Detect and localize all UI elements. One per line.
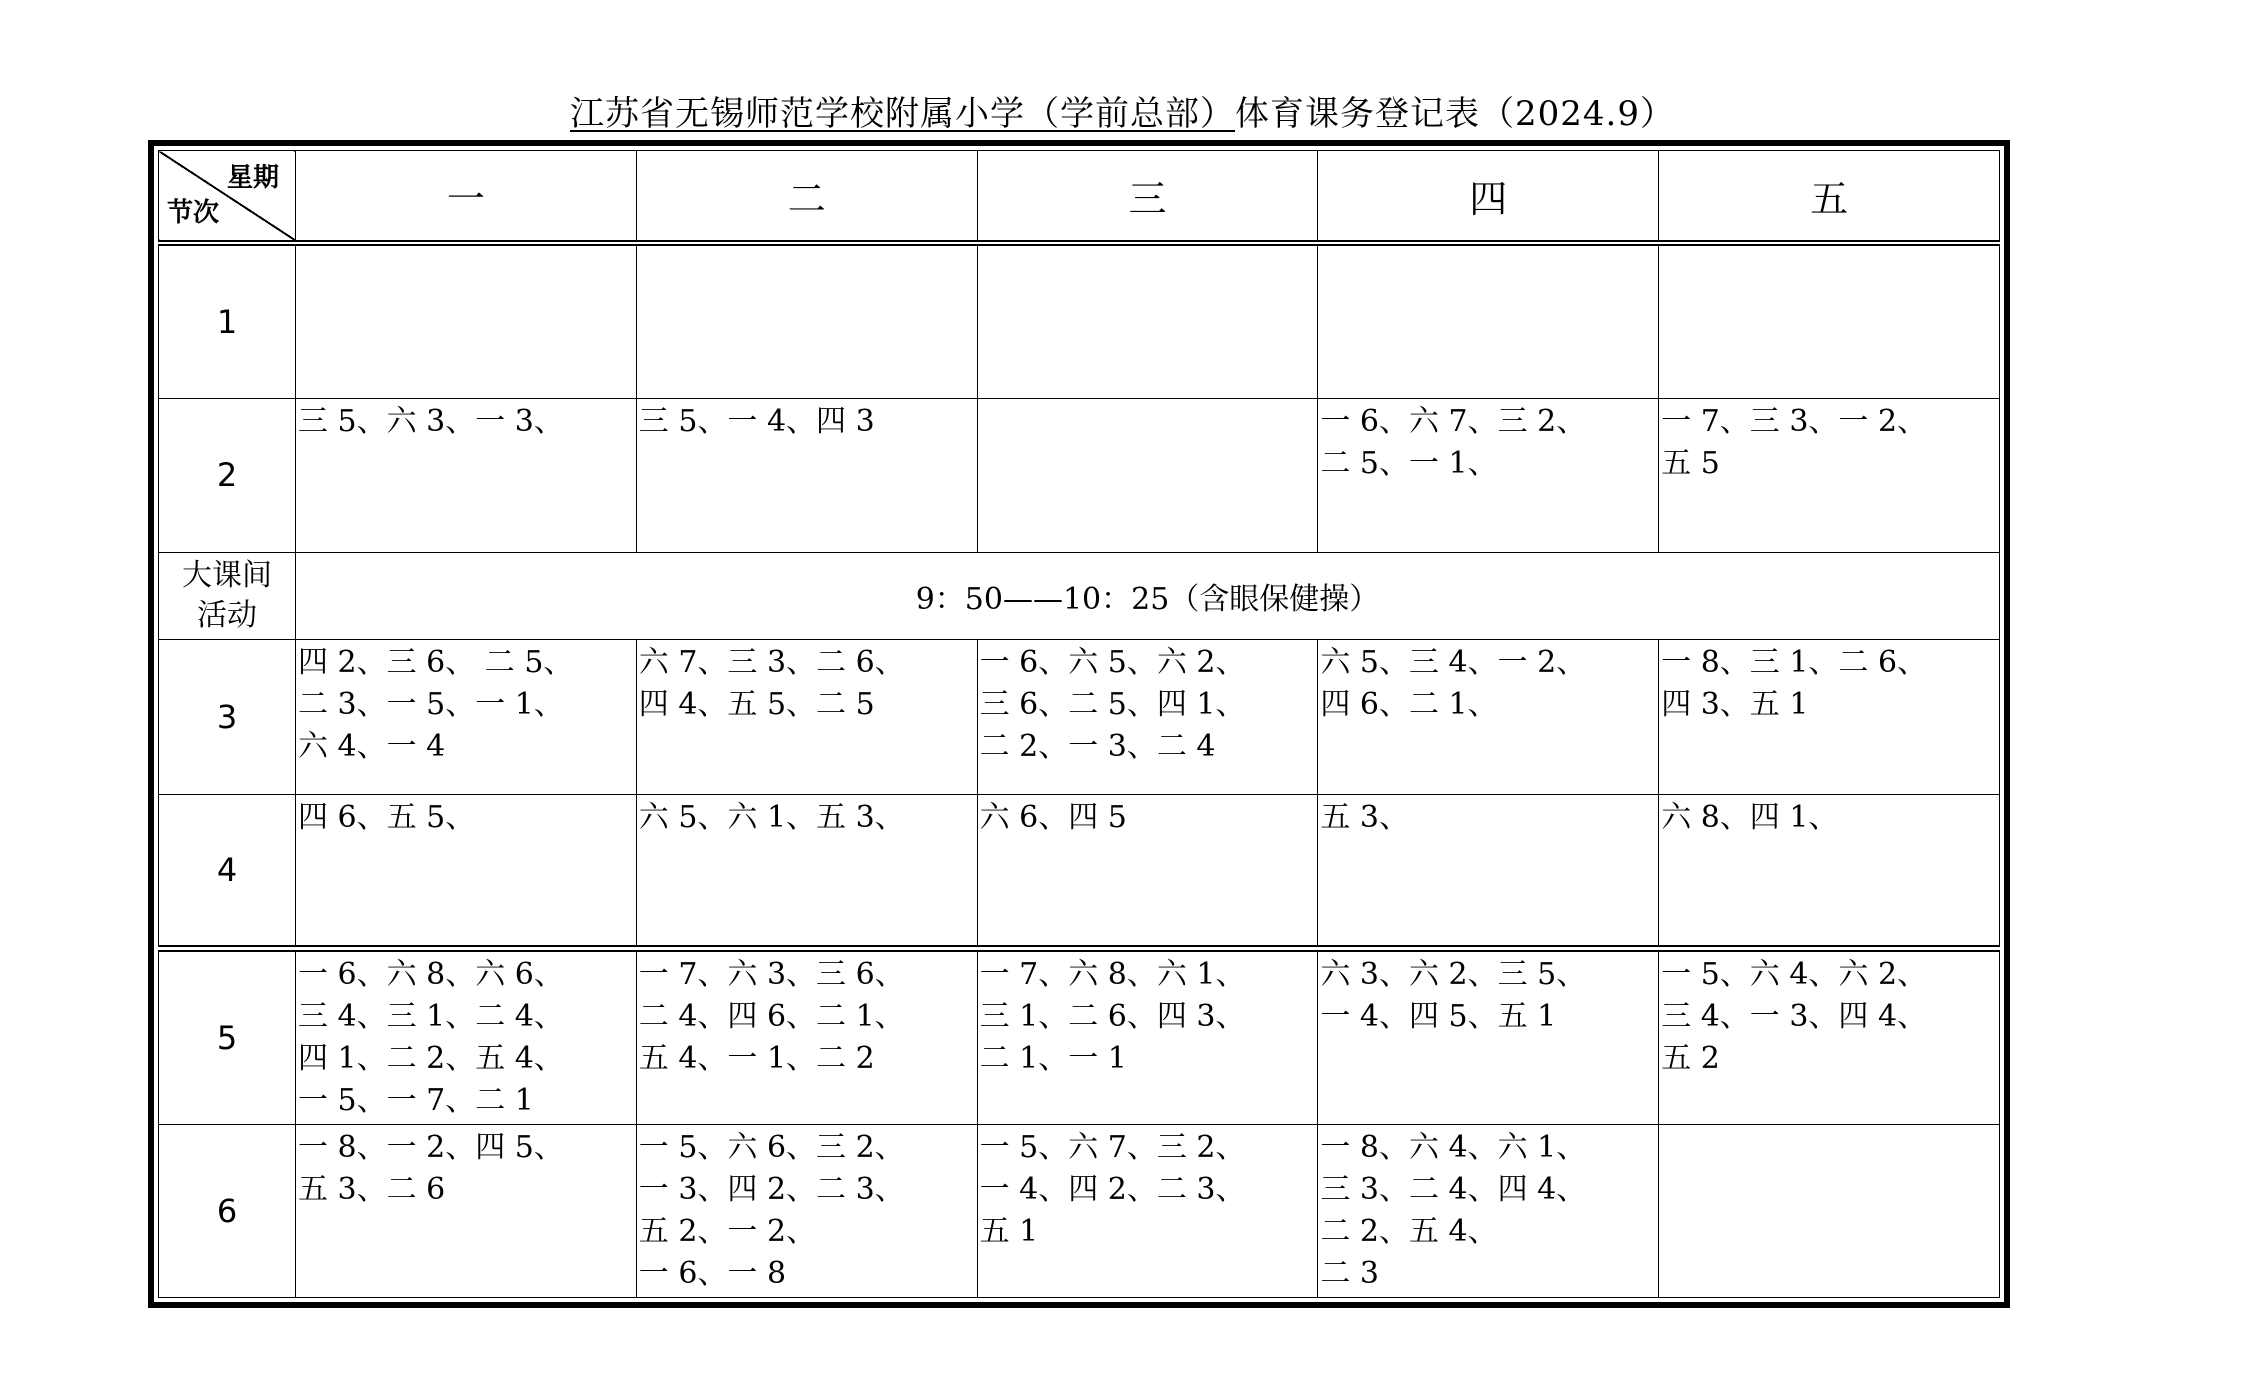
period-label: 4 (159, 794, 296, 949)
schedule-cell: 一 6、六 5、六 2、 三 6、二 5、四 1、 二 2、一 3、二 4 (977, 640, 1318, 795)
schedule-cell: 三 5、一 4、四 3 (636, 398, 977, 553)
period-label: 6 (159, 1125, 296, 1298)
schedule-cell: 一 8、一 2、四 5、 五 3、二 6 (296, 1125, 637, 1298)
break-time: 9：50——10：25（含眼保健操） (296, 553, 2000, 640)
period-row-5 (159, 949, 2000, 1125)
break-label-line1: 大课间 (182, 558, 272, 594)
corner-weekday-label: 星期 (226, 163, 279, 193)
schedule-cell: 一 5、六 7、三 2、 一 4、四 2、二 3、 五 1 (977, 1125, 1318, 1298)
schedule-frame (148, 140, 2010, 1308)
schedule-cell: 一 8、三 1、二 6、 四 3、五 1 (1659, 640, 2000, 795)
schedule-cell: 四 2、三 6、 二 5、 二 3、一 5、一 1、 六 4、一 4 (296, 640, 637, 795)
schedule-cell: 一 8、六 4、六 1、 三 3、二 4、四 4、 二 2、五 4、 二 3 (1318, 1125, 1659, 1298)
schedule-cell: 四 6、五 5、 (296, 794, 637, 949)
corner-period-label: 节次 (167, 198, 220, 229)
schedule-cell: 六 3、六 2、三 5、 一 4、四 5、五 1 (1318, 949, 1659, 1125)
day-header-3: 三 (977, 151, 1318, 244)
schedule-cell: 六 5、三 4、一 2、 四 6、二 1、 (1318, 640, 1659, 795)
period-row-3 (159, 640, 2000, 795)
schedule-cell (1659, 243, 2000, 398)
day-header-5: 五 (1659, 151, 2000, 244)
period-label: 2 (159, 398, 296, 553)
period-label: 5 (159, 949, 296, 1125)
period-label: 1 (159, 243, 296, 398)
day-header-2: 二 (636, 151, 977, 244)
break-row (159, 553, 2000, 640)
period-row-4 (159, 794, 2000, 949)
schedule-cell: 六 6、四 5 (977, 794, 1318, 949)
schedule-cell: 一 6、六 8、六 6、 三 4、三 1、二 4、 四 1、二 2、五 4、 一 5、一 7、二 1 (296, 949, 637, 1125)
period-label: 3 (159, 640, 296, 795)
schedule-cell (977, 398, 1318, 553)
break-label (159, 553, 296, 640)
schedule-cell: 一 7、六 8、六 1、 三 1、二 6、四 3、 二 1、一 1 (977, 949, 1318, 1125)
schedule-cell: 六 8、四 1、 (1659, 794, 2000, 949)
schedule-cell (1659, 1125, 2000, 1298)
day-header-4: 四 (1318, 151, 1659, 244)
schedule-cell: 三 5、六 3、一 3、 (296, 398, 637, 553)
schedule-cell: 五 3、 (1318, 794, 1659, 949)
break-label-line2: 活动 (197, 598, 257, 634)
corner-cell (159, 151, 296, 244)
period-row-1 (159, 243, 2000, 398)
schedule-cell: 六 7、三 3、二 6、 四 4、五 5、二 5 (636, 640, 977, 795)
schedule-cell (977, 243, 1318, 398)
schedule-cell (1318, 243, 1659, 398)
schedule-cell: 一 5、六 4、六 2、 三 4、一 3、四 4、 五 2 (1659, 949, 2000, 1125)
schedule-cell: 一 7、三 3、一 2、 五 5 (1659, 398, 2000, 553)
page-title (0, 92, 2245, 136)
period-row-6 (159, 1125, 2000, 1298)
schedule-cell: 一 5、六 6、三 2、 一 3、四 2、二 3、 五 2、一 2、 一 6、一 8 (636, 1125, 977, 1298)
header-row (159, 151, 2000, 244)
schedule-cell: 一 7、六 3、三 6、 二 4、四 6、二 1、 五 4、一 1、二 2 (636, 949, 977, 1125)
schedule-cell (636, 243, 977, 398)
schedule-cell (296, 243, 637, 398)
schedule-table (158, 150, 2000, 1298)
title-rest: 体育课务登记表（2024.9） (1235, 94, 1675, 134)
day-header-1: 一 (296, 151, 637, 244)
title-school: 江苏省无锡师范学校附属小学（学前总部） (570, 94, 1236, 134)
schedule-cell: 六 5、六 1、五 3、 (636, 794, 977, 949)
period-row-2 (159, 398, 2000, 553)
schedule-cell: 一 6、六 7、三 2、 二 5、一 1、 (1318, 398, 1659, 553)
